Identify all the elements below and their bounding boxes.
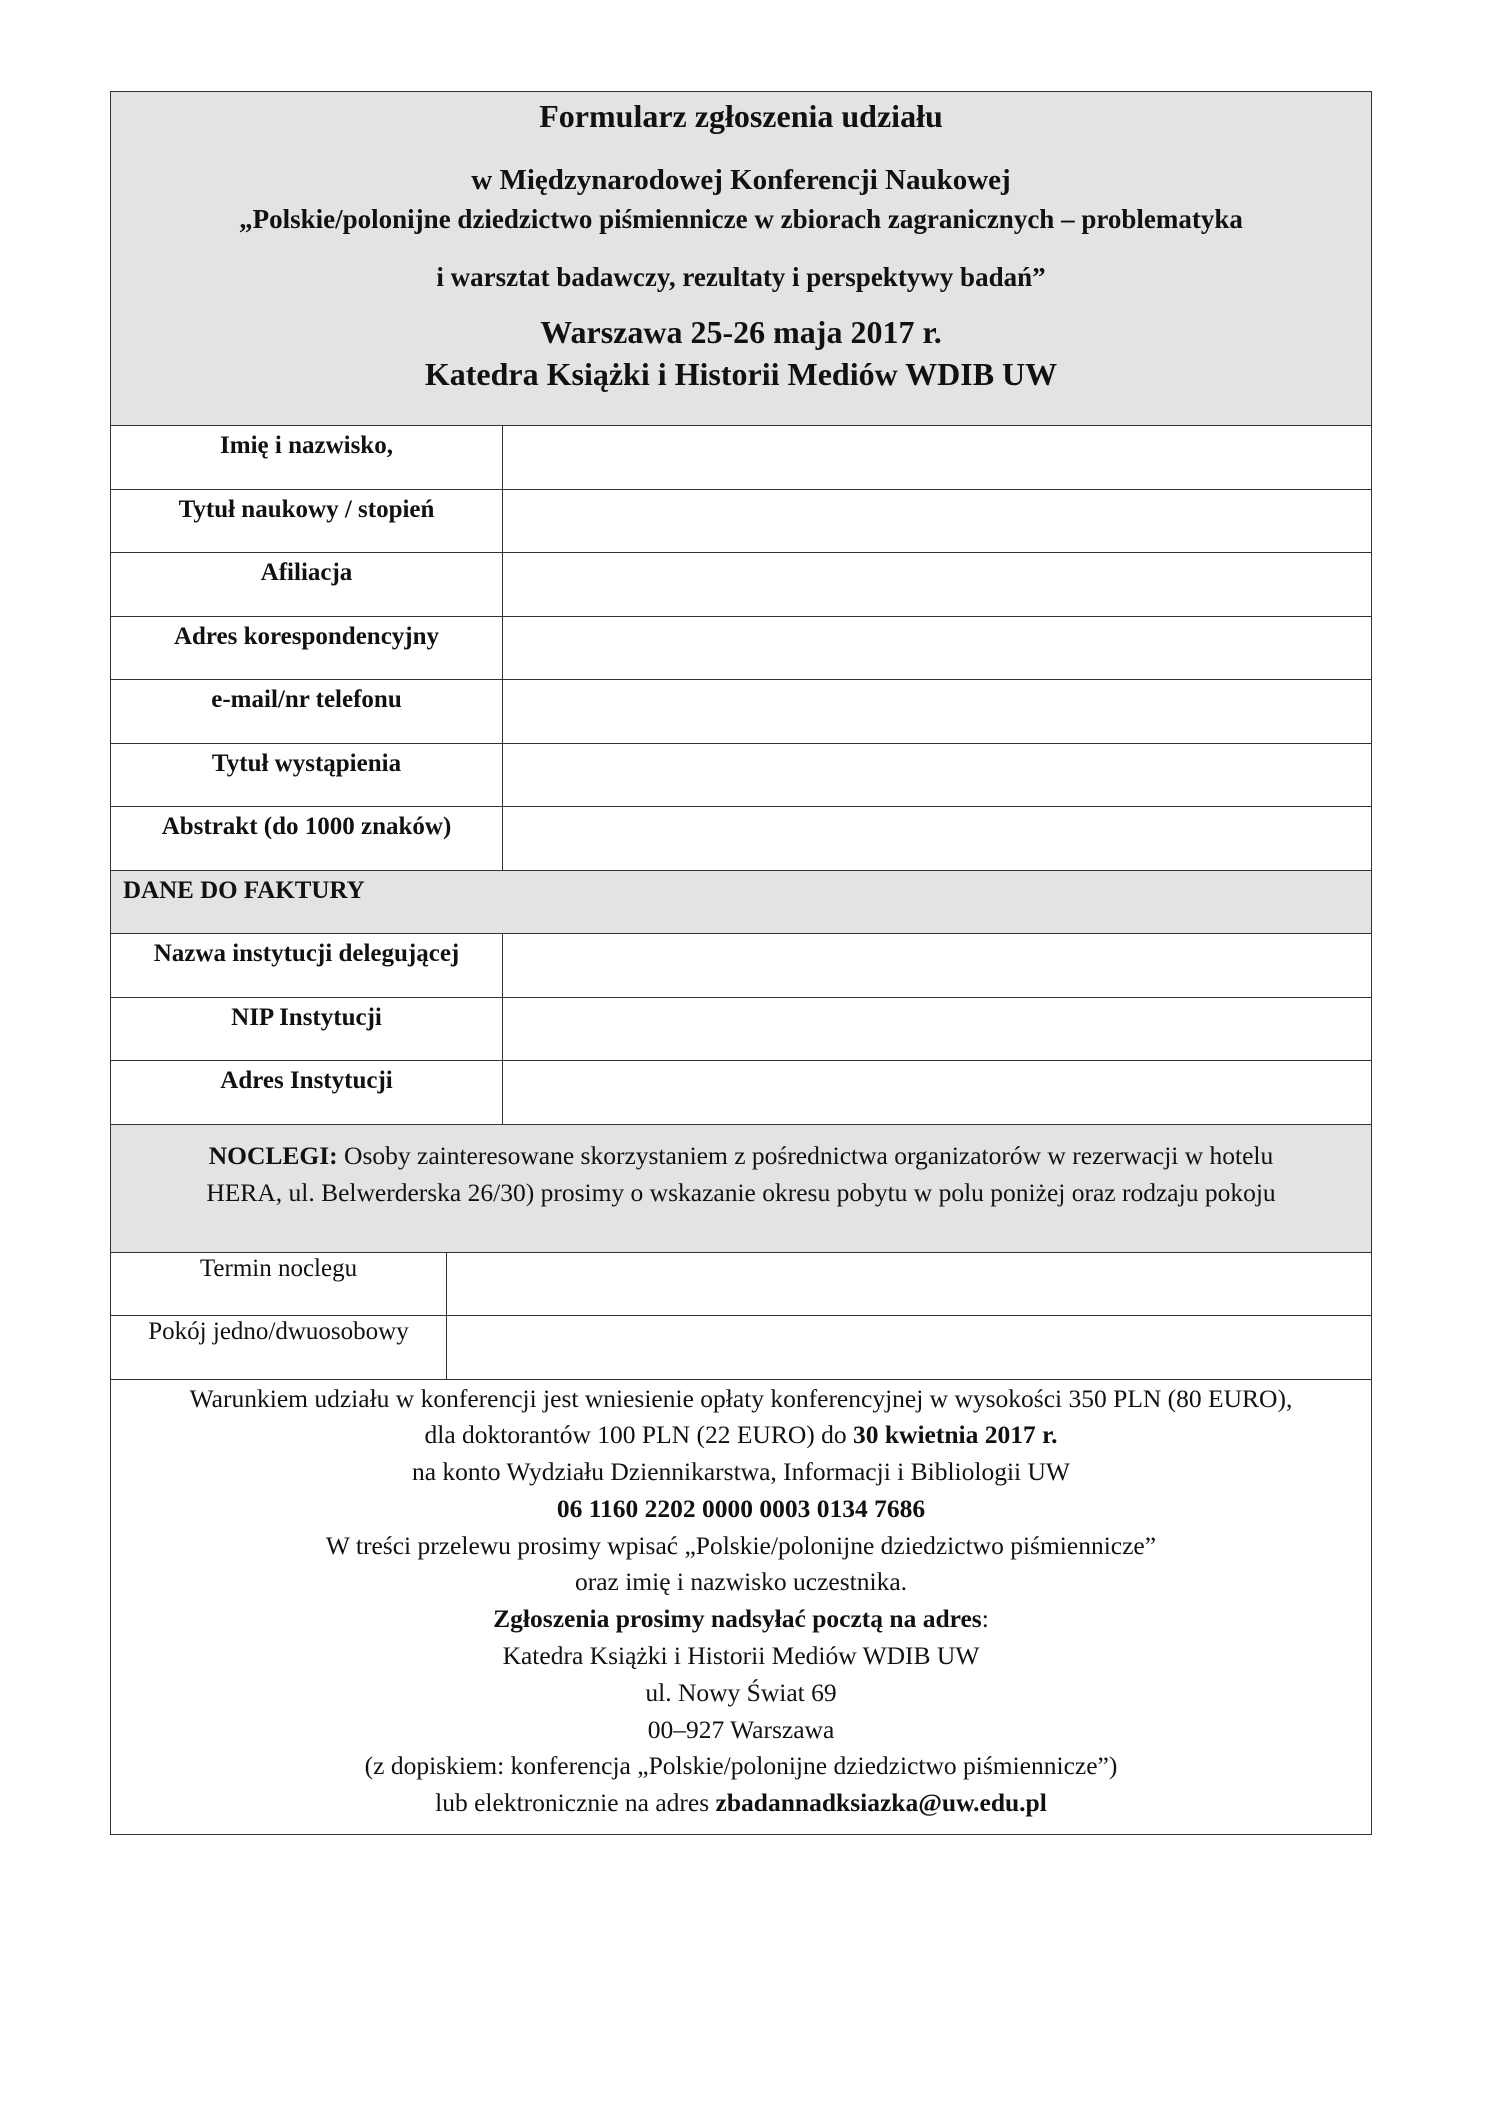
field-input-institution-name[interactable] [503,934,1371,997]
accommodation-text-2: HERA, ul. Belwerderska 26/30) prosimy o wskazanie okresu pobytu w polu poniżej oraz rodzaju pokoju [206,1177,1276,1207]
field-row-room-type [111,1316,1371,1380]
payment-line-fee: Warunkiem udziału w konferencji jest wniesienie opłaty konferencyjnej w wysokości 350 PLN (80 EURO), [189,1383,1293,1413]
field-input-stay-dates[interactable] [447,1253,1371,1316]
conference-date: Warszawa 25-26 maja 2017 r. [540,314,942,350]
field-label-postal-address: Adres korespondencyjny [111,617,503,680]
field-input-academic-title[interactable] [503,490,1371,553]
mail-annotation-note: (z dopiskiem: konferencja „Polskie/polonijne dziedzictwo piśmiennicze”) [364,1751,1118,1781]
field-label-talk-title: Tytuł wystąpienia [111,744,503,807]
field-label-abstract: Abstrakt (do 1000 znaków) [111,807,503,870]
field-row-stay-dates [111,1253,1371,1317]
invoice-section-heading: DANE DO FAKTURY [111,871,1371,935]
field-input-institution-nip[interactable] [503,998,1371,1061]
field-label-stay-dates: Termin noclegu [111,1253,447,1316]
field-label-academic-title: Tytuł naukowy / stopień [111,490,503,553]
field-row-institution-name [111,934,1371,998]
field-label-room-type: Pokój jedno/dwuosobowy [111,1316,447,1379]
field-input-name[interactable] [503,426,1371,489]
email-submission-line [111,1785,1371,1822]
submission-instructions-bold: Zgłoszenia prosimy nadsyłać pocztą na adres [493,1604,982,1634]
payment-deadline: 30 kwietnia 2017 r. [853,1420,1058,1450]
accommodation-notice [111,1125,1371,1253]
submission-instructions-colon: : [981,1604,989,1634]
conference-name: w Międzynarodowej Konferencji Naukowej [471,164,1011,196]
accommodation-lead: NOCLEGI: [208,1140,338,1170]
field-input-affiliation[interactable] [503,553,1371,616]
conference-topic-line-1: „Polskie/polonijne dziedzictwo piśmiennicze w zbiorach zagranicznych – problematyka [239,204,1243,234]
payment-info [111,1380,1371,1835]
field-label-institution-name: Nazwa instytucji delegującej [111,934,503,997]
field-row-affiliation [111,553,1371,617]
field-input-institution-address[interactable] [503,1061,1371,1124]
field-row-email-phone [111,680,1371,744]
field-input-abstract[interactable] [503,807,1371,870]
field-row-talk-title [111,744,1371,808]
accommodation-notice-line-1 [111,1137,1371,1174]
accommodation-text-1: Osoby zainteresowane skorzystaniem z pośrednictwa organizatorów w rezerwacji w hotelu [337,1140,1274,1170]
bank-account-number-value: 06 1160 2202 0000 0003 0134 7686 [556,1493,926,1523]
field-row-abstract [111,807,1371,871]
payment-line-transfer-title: W treści przelewu prosimy wpisać „Polskie/polonijne dziedzictwo piśmiennicze” [325,1530,1157,1560]
form-title: Formularz zgłoszenia udziału [539,98,943,134]
payment-line-account-owner: na konto Wydziału Dziennikarstwa, Informacji i Bibliologii UW [411,1457,1070,1487]
field-input-talk-title[interactable] [503,744,1371,807]
mail-address-line-3: 00–927 Warszawa [647,1714,835,1744]
field-row-academic-title [111,490,1371,554]
field-input-postal-address[interactable] [503,617,1371,680]
field-label-name: Imię i nazwisko, [111,426,503,489]
field-row-institution-nip [111,998,1371,1062]
field-label-institution-address: Adres Instytucji [111,1061,503,1124]
field-row-name [111,426,1371,490]
field-label-affiliation: Afiliacja [111,553,503,616]
field-row-institution-address [111,1061,1371,1125]
field-row-postal-address [111,617,1371,681]
payment-line-phd-fee [111,1417,1371,1454]
bank-account-number [111,1491,1371,1528]
field-input-room-type[interactable] [447,1316,1371,1379]
mail-address-line-1: Katedra Książki i Historii Mediów WDIB UW [502,1641,980,1671]
conference-topic-line-2: i warsztat badawczy, rezultaty i perspektywy badań” [436,262,1046,292]
mail-address-line-2: ul. Nowy Świat 69 [645,1677,837,1707]
field-label-email-phone: e-mail/nr telefonu [111,680,503,743]
field-label-institution-nip: NIP Instytucji [111,998,503,1061]
application-form [110,91,1372,1835]
payment-phd-fee-text: dla doktorantów 100 PLN (22 EURO) do [424,1420,853,1450]
organizer-department: Katedra Książki i Historii Mediów WDIB UW [424,356,1058,392]
submission-instructions [111,1601,1371,1638]
form-header [111,92,1371,426]
field-input-email-phone[interactable] [503,680,1371,743]
payment-line-participant-name: oraz imię i nazwisko uczestnika. [574,1567,908,1597]
email-submission-text: lub elektronicznie na adres [435,1788,716,1818]
contact-email-link[interactable]: zbadannadksiazka@uw.edu.pl [715,1788,1047,1818]
